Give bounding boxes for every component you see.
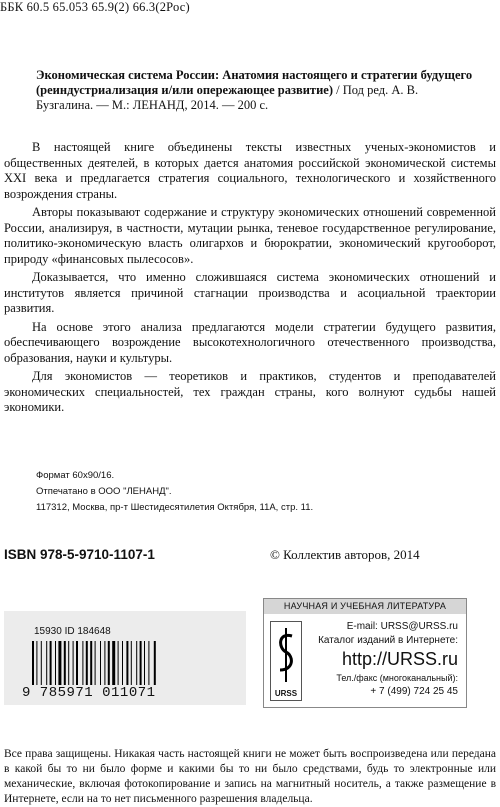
publisher-phone: + 7 (499) 724 25 45	[370, 686, 458, 697]
publisher-box	[263, 598, 467, 708]
printer-name: Отпечатано в ООО "ЛЕНАНД".	[36, 486, 172, 497]
publisher-url: http://URSS.ru	[341, 649, 458, 669]
print-info	[36, 469, 313, 517]
citation-details: / Под ред. А. В. Бузгалина. — М.: ЛЕНАНД, 2014. — 200 с.	[36, 83, 419, 112]
publisher-logo	[270, 621, 302, 701]
abstract-paragraph: На основе этого анализа предлагаются модели стратегии будущего развития, обеспечивающего возрождение высокотехнологичного отечественного производства, образования, науки и культуры.	[4, 319, 496, 365]
tel-label: Тел./факс (многоканальный):	[336, 673, 458, 683]
publisher-email: E-mail: URSS@URSS.ru	[346, 621, 458, 632]
bibliographic-citation	[36, 68, 476, 113]
abstract-paragraph: Доказывается, что именно сложившаяся система экономических отношений и институтов является причиной стагнации производства и асоциальной траектории развития.	[4, 270, 496, 315]
urss-logo-icon	[274, 626, 298, 684]
book-title: Экономическая система России: Анатомия настоящего и стратегии будущего (реиндустриализация и/или опережающее развитие)	[36, 68, 473, 97]
barcode-id: 15930 ID 184648	[34, 626, 111, 637]
barcode-icon	[30, 641, 220, 689]
abstract-paragraph: Авторы показывают содержание и структуру экономических отношений современной России, анализируя, в частности, мутации рынка, теневое государственное регулирование, политико-экономическую власть олигархов и бюрократии, экономический кругооборот, природу «финансовых пылесосов».	[4, 205, 496, 266]
logo-text: URSS	[274, 689, 298, 698]
rights-notice: Все права защищены. Никакая часть настоящей книги не может быть воспроизведена или передана в какой бы то ни было форме и какими бы то ни было средствами, будь то электронные или механические, включая фотокопирование и запись на магнитный носитель, а также размещение в Интернете, если на то нет письменного разрешения владельца.	[4, 748, 496, 805]
barcode-number: 9 785971 011071	[22, 685, 156, 701]
publisher-header: НАУЧНАЯ И УЧЕБНАЯ ЛИТЕРАТУРА	[264, 599, 466, 614]
book-abstract	[4, 140, 496, 419]
printer-address: 117312, Москва, пр-т Шестидесятилетия Октября, 11А, стр. 11.	[36, 502, 314, 513]
print-format: Формат 60х90/16.	[36, 470, 115, 481]
catalog-label: Каталог изданий в Интернете:	[318, 635, 458, 646]
copyright-notice: © Коллектив авторов, 2014	[270, 547, 420, 562]
bbk-classification: ББК 60.5 65.053 65.9(2) 66.3(2Рос)	[0, 0, 190, 14]
abstract-paragraph: В настоящей книге объединены тексты известных ученых-экономистов и общественных деятелей, в которых дается анатомия российской экономической системы XXI века и предлагается стратегия социального, технологического и хозяйственного возрождения страны.	[4, 140, 496, 201]
abstract-paragraph: Для экономистов — теоретиков и практиков, студентов и преподавателей экономических специальностей, тех граждан страны, кого волнуют судьбы нашей экономики.	[4, 369, 496, 414]
isbn: ISBN 978-5-9710-1107-1	[4, 547, 155, 562]
